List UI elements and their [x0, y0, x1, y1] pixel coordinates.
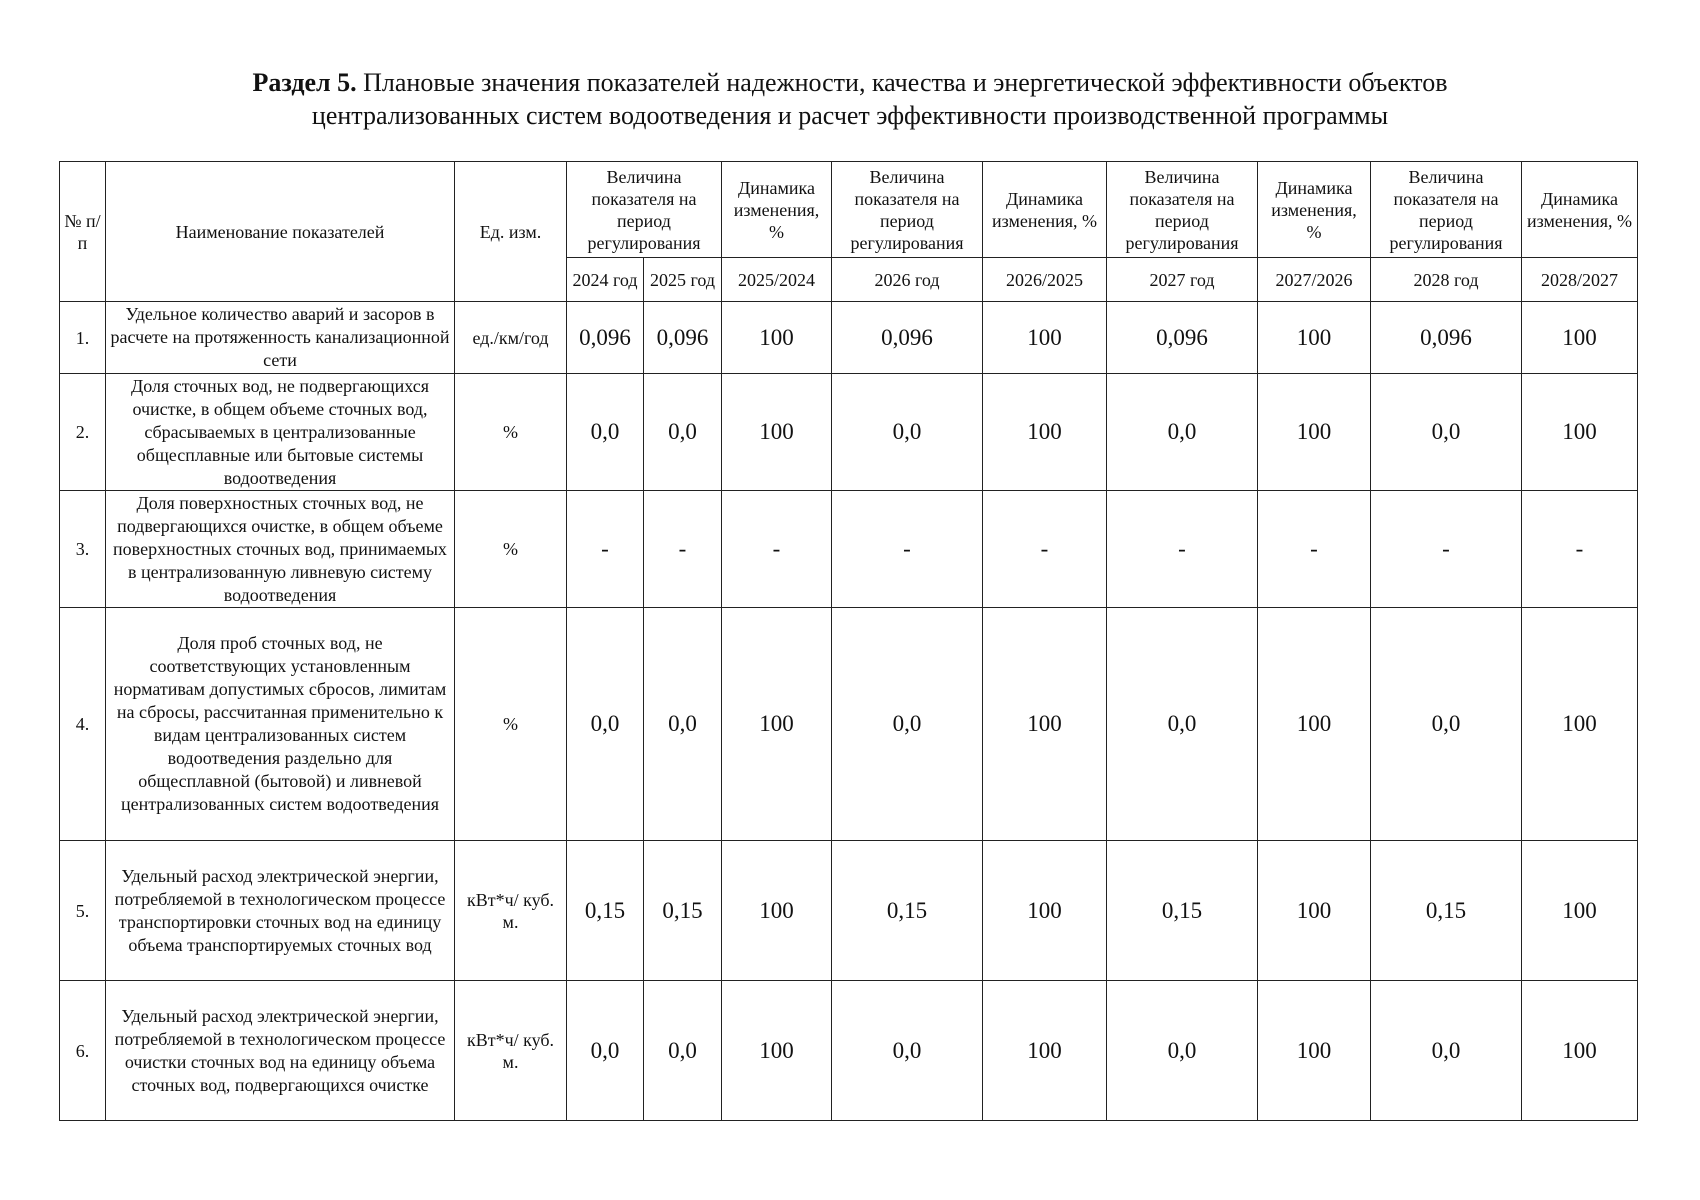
value-2026: - [832, 491, 983, 608]
table-row [60, 491, 1638, 608]
dynamics-2025-2024: 100 [722, 981, 832, 1121]
table-row [60, 302, 1638, 374]
header-dynamics-2026: Динамика изменения, % [983, 162, 1107, 258]
title-line-1: Плановые значения показателей надежности, качества и энергетической эффективности объектов [363, 68, 1448, 97]
dynamics-2025-2024: 100 [722, 374, 832, 491]
value-2025: 0,15 [644, 841, 722, 981]
value-2026: 0,0 [832, 981, 983, 1121]
value-2025: - [644, 491, 722, 608]
subheader-2026-2025: 2026/2025 [983, 258, 1107, 302]
subheader-2028: 2028 год [1371, 258, 1522, 302]
dynamics-2025-2024: 100 [722, 608, 832, 841]
dynamics-2025-2024: 100 [722, 302, 832, 374]
section-label: Раздел 5. [252, 68, 357, 97]
indicator-unit: ед./км/год [455, 302, 567, 374]
value-2028: 0,0 [1371, 981, 1522, 1121]
value-2025: 0,0 [644, 981, 722, 1121]
header-dynamics-2025: Динамика изменения, % [722, 162, 832, 258]
dynamics-2026-2025: 100 [983, 302, 1107, 374]
dynamics-2026-2025: 100 [983, 374, 1107, 491]
indicator-unit: кВт*ч/ куб. м. [455, 841, 567, 981]
dynamics-2026-2025: - [983, 491, 1107, 608]
indicator-name: Удельный расход электрической энергии, потребляемой в технологическом процессе очистки сточных вод на единицу объема сточных вод, подвергающихся очистке [106, 981, 455, 1121]
header-unit: Ед. изм. [455, 162, 567, 302]
indicators-table [59, 161, 1638, 1121]
dynamics-2026-2025: 100 [983, 841, 1107, 981]
value-2027: 0,0 [1107, 981, 1258, 1121]
table-row [60, 374, 1638, 491]
value-2024: - [567, 491, 644, 608]
value-2026: 0,0 [832, 608, 983, 841]
value-2028: 0,0 [1371, 608, 1522, 841]
value-2027: - [1107, 491, 1258, 608]
value-2028: 0,096 [1371, 302, 1522, 374]
dynamics-2028-2027: 100 [1522, 981, 1638, 1121]
dynamics-2027-2026: 100 [1258, 608, 1371, 841]
dynamics-2026-2025: 100 [983, 608, 1107, 841]
value-2026: 0,15 [832, 841, 983, 981]
value-2024: 0,0 [567, 374, 644, 491]
value-2025: 0,0 [644, 608, 722, 841]
subheader-2027: 2027 год [1107, 258, 1258, 302]
dynamics-2028-2027: 100 [1522, 841, 1638, 981]
dynamics-2026-2025: 100 [983, 981, 1107, 1121]
subheader-2027-2026: 2027/2026 [1258, 258, 1371, 302]
indicator-unit: кВт*ч/ куб. м. [455, 981, 567, 1121]
value-2027: 0,0 [1107, 608, 1258, 841]
page-title [100, 66, 1600, 132]
header-num: № п/п [60, 162, 106, 302]
indicator-name: Удельный расход электрической энергии, потребляемой в технологическом процессе транспортировки сточных вод на единицу объема транспортируемых сточных вод [106, 841, 455, 981]
dynamics-2028-2027: 100 [1522, 374, 1638, 491]
value-2028: 0,0 [1371, 374, 1522, 491]
dynamics-2027-2026: - [1258, 491, 1371, 608]
subheader-2025: 2025 год [644, 258, 722, 302]
dynamics-2027-2026: 100 [1258, 374, 1371, 491]
indicator-unit: % [455, 491, 567, 608]
subheader-2024: 2024 год [567, 258, 644, 302]
indicator-unit: % [455, 608, 567, 841]
header-value-2028: Величина показателя на период регулирования [1371, 162, 1522, 258]
subheader-2026: 2026 год [832, 258, 983, 302]
subheader-2028-2027: 2028/2027 [1522, 258, 1638, 302]
dynamics-2025-2024: - [722, 491, 832, 608]
header-dynamics-2027: Динамика изменения, % [1258, 162, 1371, 258]
subheader-2025-2024: 2025/2024 [722, 258, 832, 302]
header-value-2026: Величина показателя на период регулирования [832, 162, 983, 258]
header-name: Наименование показателей [106, 162, 455, 302]
table-row [60, 608, 1638, 841]
row-number: 2. [60, 374, 106, 491]
value-2027: 0,096 [1107, 302, 1258, 374]
title-line-2: централизованных систем водоотведения и расчет эффективности производственной программы [311, 101, 1389, 130]
table-row [60, 841, 1638, 981]
header-dynamics-2028: Динамика изменения, % [1522, 162, 1638, 258]
row-number: 4. [60, 608, 106, 841]
row-number: 1. [60, 302, 106, 374]
row-number: 5. [60, 841, 106, 981]
dynamics-2027-2026: 100 [1258, 981, 1371, 1121]
dynamics-2025-2024: 100 [722, 841, 832, 981]
dynamics-2028-2027: 100 [1522, 608, 1638, 841]
indicator-unit: % [455, 374, 567, 491]
value-2026: 0,0 [832, 374, 983, 491]
row-number: 6. [60, 981, 106, 1121]
value-2024: 0,096 [567, 302, 644, 374]
value-2024: 0,15 [567, 841, 644, 981]
value-2028: - [1371, 491, 1522, 608]
value-2026: 0,096 [832, 302, 983, 374]
indicator-name: Доля сточных вод, не подвергающихся очистке, в общем объеме сточных вод, сбрасываемых в централизованные общесплавные или бытовые системы водоотведения [106, 374, 455, 491]
value-2025: 0,0 [644, 374, 722, 491]
indicator-name: Удельное количество аварий и засоров в расчете на протяженность канализационной сети [106, 302, 455, 374]
dynamics-2027-2026: 100 [1258, 841, 1371, 981]
value-2024: 0,0 [567, 981, 644, 1121]
header-value-2027: Величина показателя на период регулирования [1107, 162, 1258, 258]
indicator-name: Доля проб сточных вод, не соответствующих установленным нормативам допустимых сбросов, лимитам на сбросы, рассчитанная применительно к видам централизованных систем водоотведения раздельно для общесплавной (бытовой) и ливневой централизованных систем водоотведения [106, 608, 455, 841]
dynamics-2027-2026: 100 [1258, 302, 1371, 374]
header-value-2024-2025: Величина показателя на период регулирования [567, 162, 722, 258]
dynamics-2028-2027: - [1522, 491, 1638, 608]
value-2024: 0,0 [567, 608, 644, 841]
header-row [60, 162, 1638, 258]
indicator-name: Доля поверхностных сточных вод, не подвергающихся очистке, в общем объеме поверхностных сточных вод, принимаемых в централизованную ливневую систему водоотведения [106, 491, 455, 608]
value-2028: 0,15 [1371, 841, 1522, 981]
value-2027: 0,15 [1107, 841, 1258, 981]
dynamics-2028-2027: 100 [1522, 302, 1638, 374]
value-2027: 0,0 [1107, 374, 1258, 491]
value-2025: 0,096 [644, 302, 722, 374]
table-row [60, 981, 1638, 1121]
row-number: 3. [60, 491, 106, 608]
